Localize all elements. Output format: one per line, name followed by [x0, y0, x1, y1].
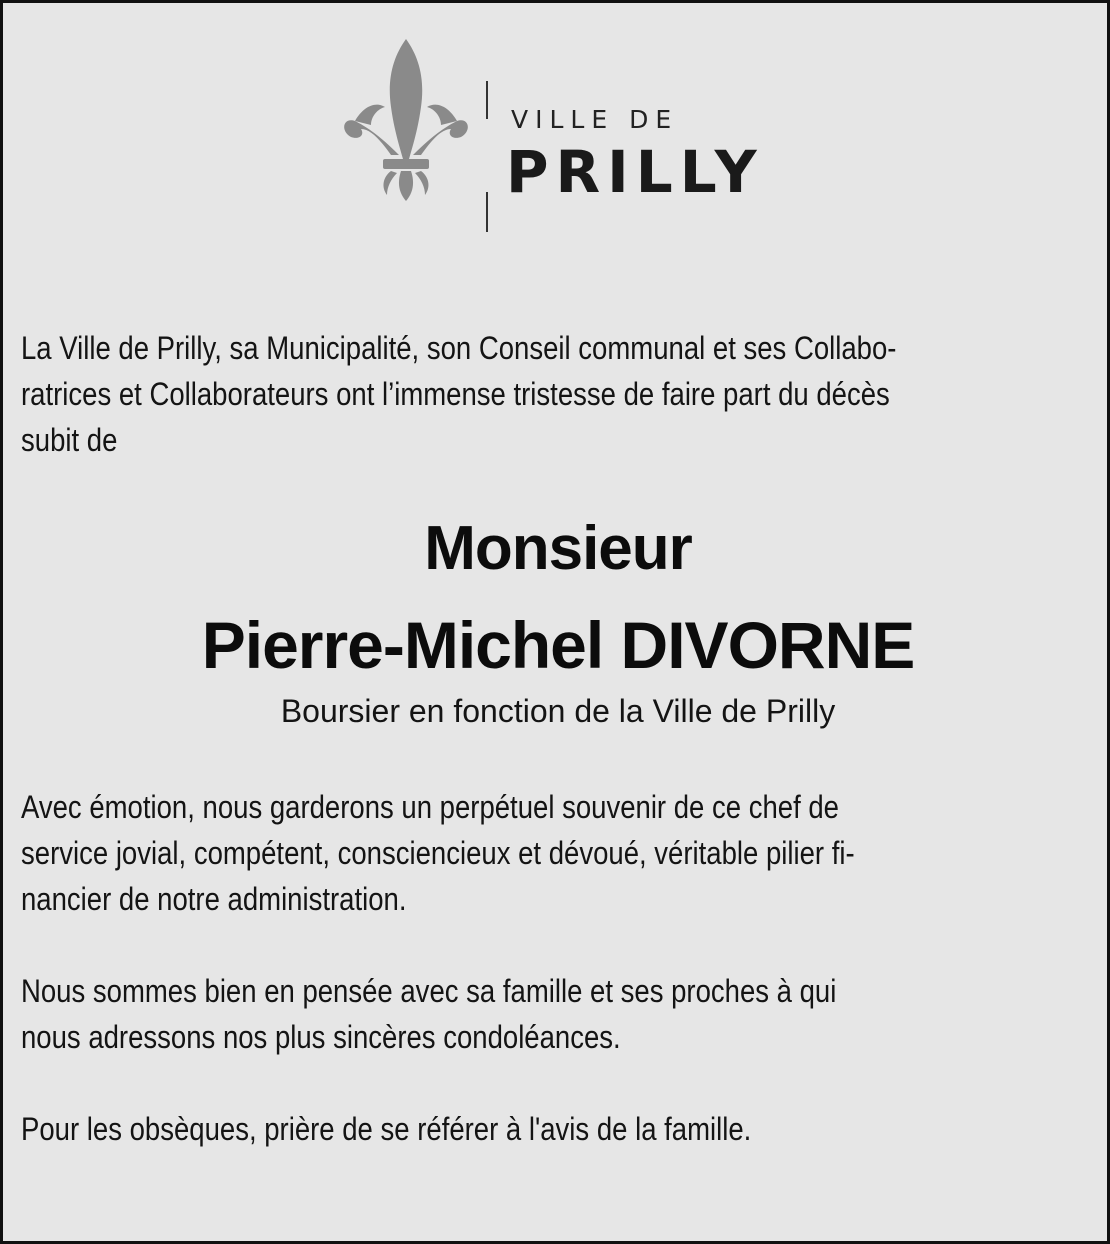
tribute-paragraph	[21, 784, 1099, 922]
fleur-de-lis-icon	[341, 37, 471, 207]
logo-divider	[486, 81, 488, 119]
text-line: nous adressons nos plus sincères condoléances.	[21, 1019, 621, 1055]
text-line: Nous sommes bien en pensée avec sa famille et ses proches à qui	[21, 973, 837, 1009]
text-line: service jovial, compétent, consciencieux et dévoué, véritable pilier fi-	[21, 835, 855, 871]
logo-line-prilly: PRILLY	[506, 138, 764, 206]
intro-paragraph	[21, 325, 1099, 463]
condolences-paragraph	[21, 968, 1099, 1060]
text-line: subit de	[21, 422, 118, 458]
text-line: Pour les obsèques, prière de se référer à l'avis de la famille.	[21, 1111, 752, 1147]
logo-divider	[486, 192, 488, 232]
text-line: ratrices et Collaborateurs ont l’immense tristesse de faire part du décès	[21, 376, 890, 412]
text-line: Avec émotion, nous garderons un perpétuel souvenir de ce chef de	[21, 789, 839, 825]
text-line: nancier de notre administration.	[21, 881, 407, 917]
deceased-name: Pierre-Michel DIVORNE	[201, 608, 915, 682]
logo-line-ville-de: VILLE DE	[511, 105, 679, 134]
ville-de-prilly-logo	[341, 37, 764, 207]
text-line: La Ville de Prilly, sa Municipalité, son Conseil communal et ses Collabo-	[21, 330, 897, 366]
honorific: Monsieur	[424, 514, 692, 583]
funeral-info-paragraph	[21, 1106, 1099, 1152]
deceased-role: Boursier en fonction de la Ville de Prilly	[280, 693, 836, 729]
